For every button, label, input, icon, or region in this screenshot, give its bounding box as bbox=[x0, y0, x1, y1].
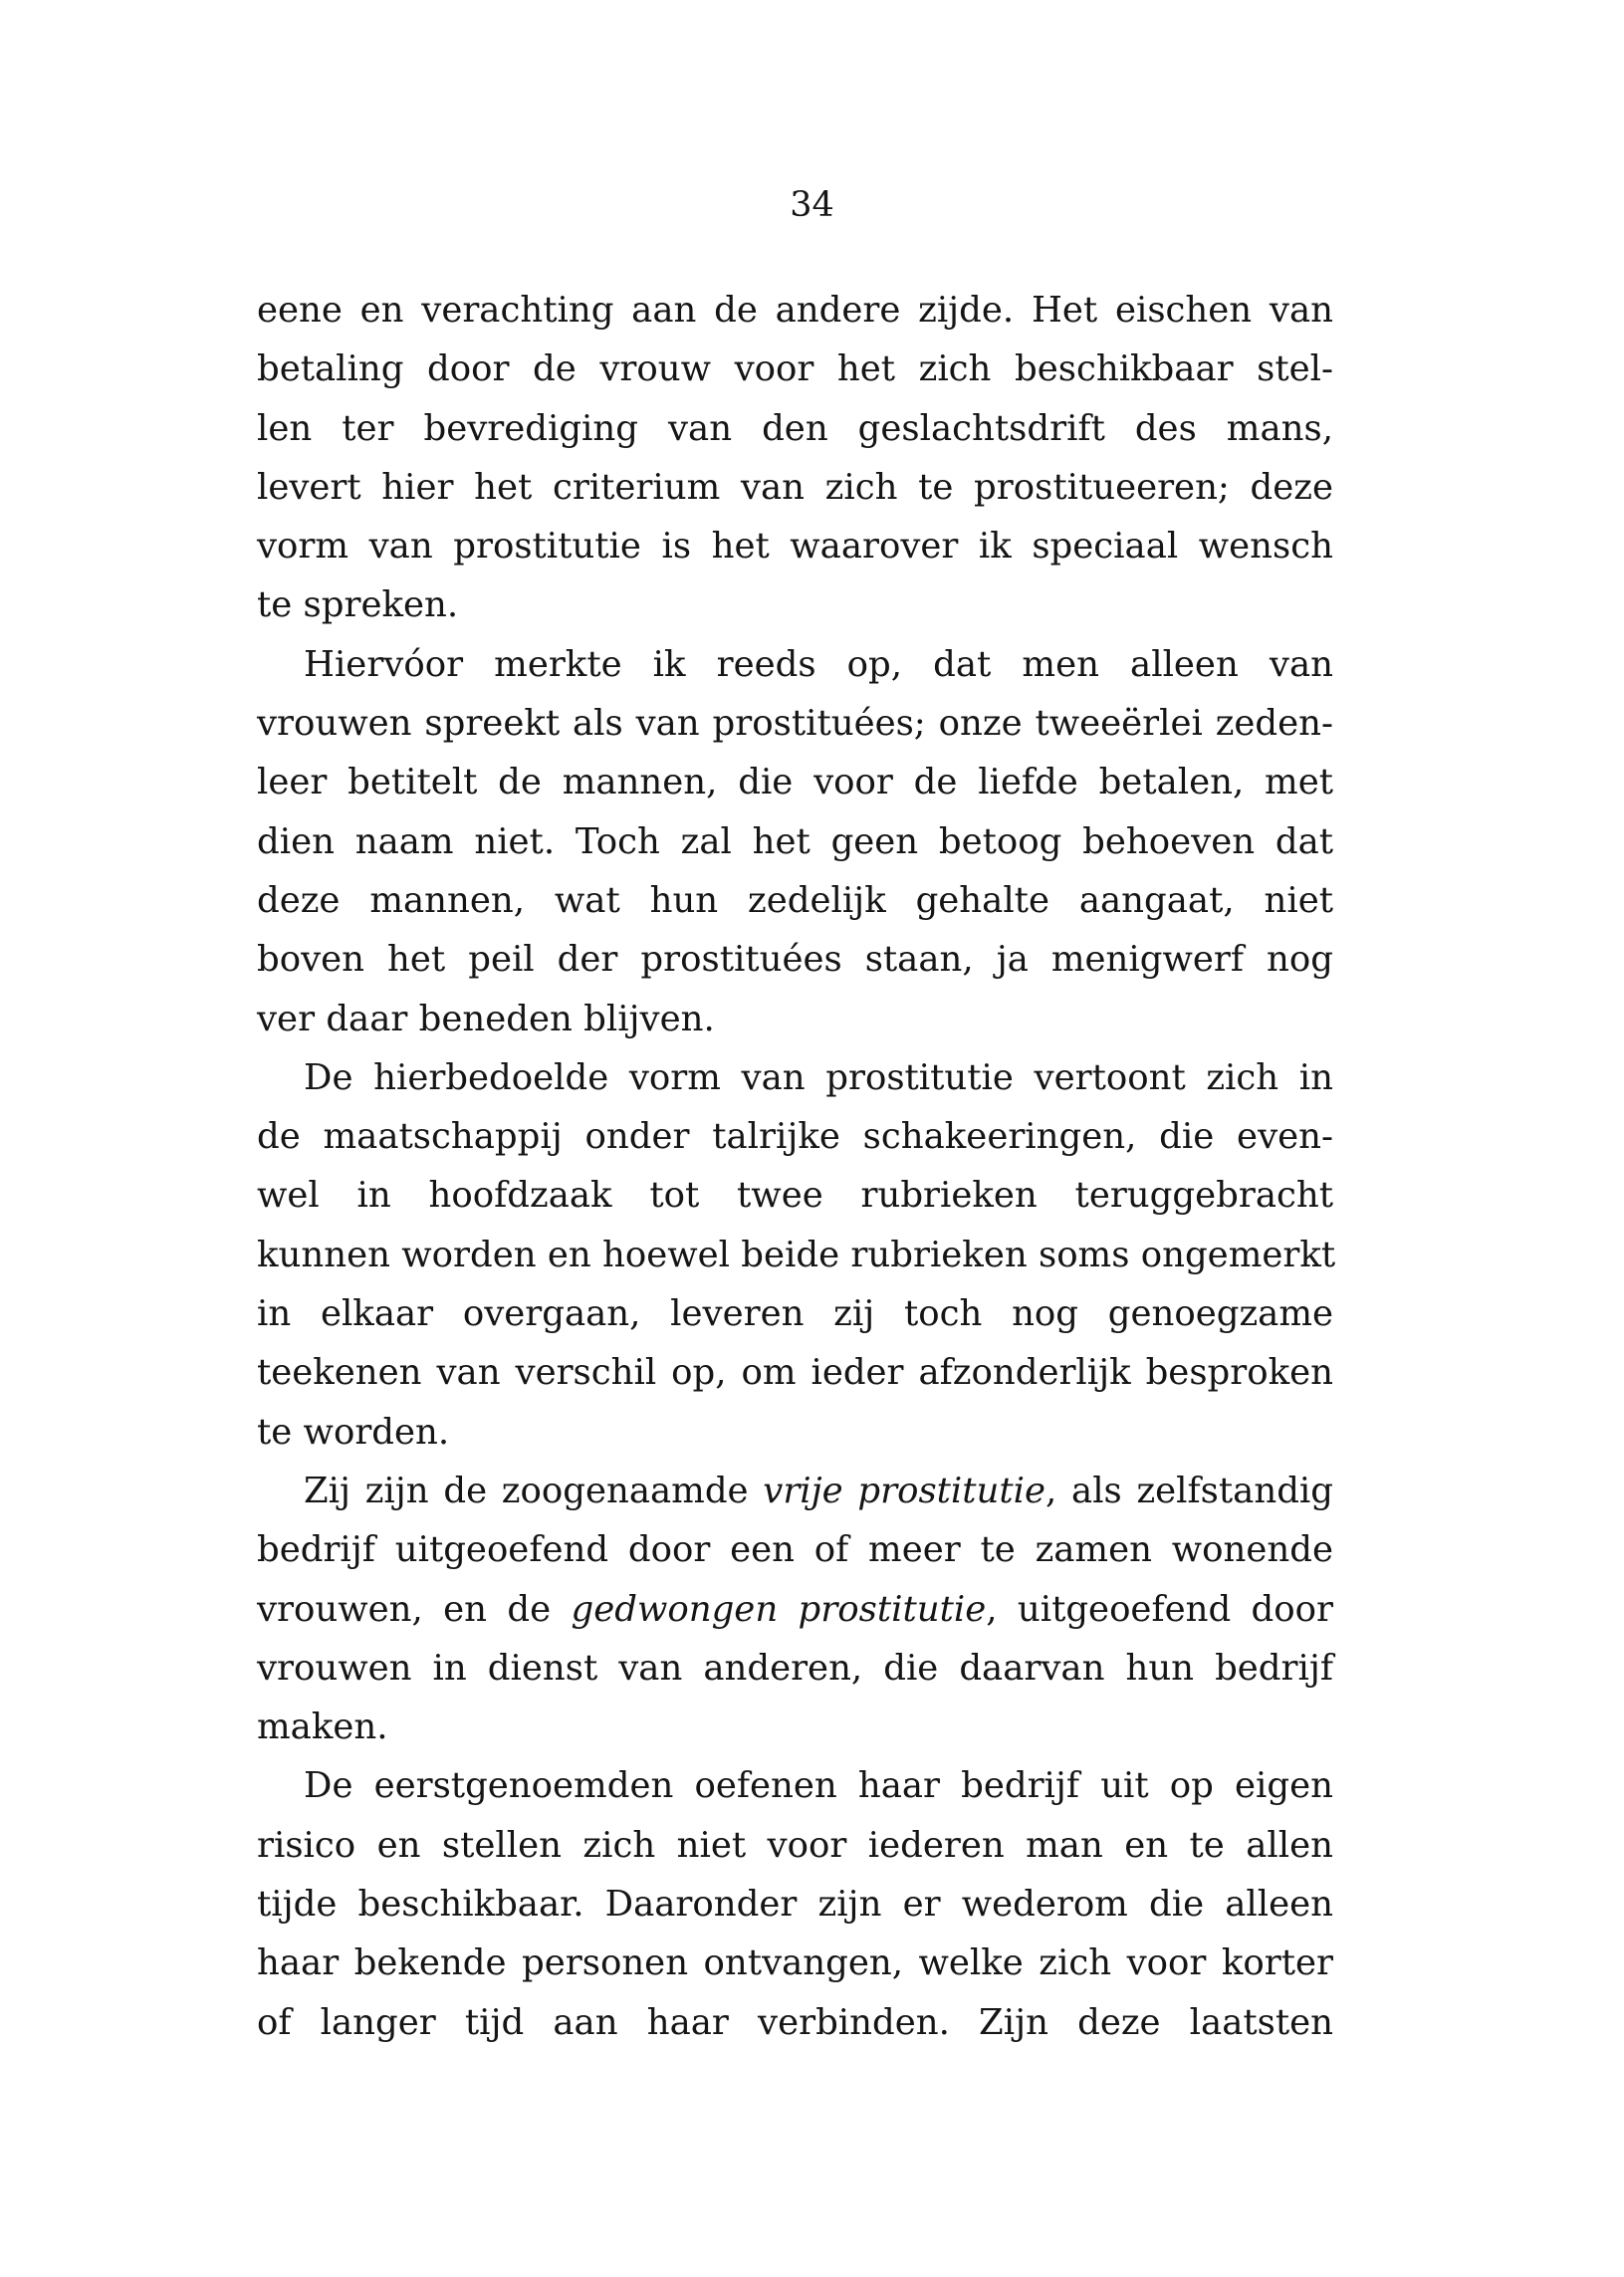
text-line: risico en stellen zich niet voor iederen man en te allen bbox=[257, 1824, 1333, 1866]
paragraph bbox=[257, 281, 1333, 635]
emphasized-term: gedwongen prostitutie bbox=[571, 1588, 987, 1630]
text-line: ver daar beneden blijven. bbox=[257, 998, 715, 1039]
text-line: wel in hoofdzaak tot twee rubrieken teruggebracht bbox=[257, 1175, 1333, 1217]
text-line: boven het peil der prostituées staan, ja menigwerf nog bbox=[257, 939, 1333, 981]
text-line: kunnen worden en hoewel beide rubrieken soms ongemerkt bbox=[257, 1234, 1336, 1275]
text-line bbox=[257, 1462, 1333, 1520]
text-line: leer betitelt de mannen, die voor de liefde betalen, met bbox=[257, 762, 1333, 803]
paragraph bbox=[257, 1462, 1333, 1756]
text-line: vrouwen spreekt als van prostituées; onze tweeërlei zeden- bbox=[257, 703, 1333, 745]
paragraph bbox=[257, 635, 1333, 1048]
text-line: te spreken. bbox=[257, 584, 459, 626]
page-number: 34 bbox=[790, 185, 834, 225]
body-text bbox=[257, 281, 1336, 2052]
emphasized-term: vrije prostitutie bbox=[763, 1470, 1046, 1511]
text-line: Hiervóor merkte ik reeds op, dat men alleen van bbox=[304, 643, 1333, 685]
paragraph bbox=[257, 1048, 1336, 1462]
text-line: deze mannen, wat hun zedelijk gehalte aangaat, niet bbox=[257, 879, 1333, 921]
text-fragment: , als zelfstandig bbox=[1045, 1470, 1333, 1511]
text-line: vorm van prostitutie is het waarover ik speciaal wensch bbox=[257, 526, 1333, 568]
text-line: eene en verachting aan de andere zijde. Het eischen van bbox=[257, 290, 1333, 331]
text-fragment: , uitgeoefend door bbox=[986, 1588, 1333, 1630]
text-line: haar bekende personen ontvangen, welke zich voor korter bbox=[257, 1942, 1333, 1984]
text-line: De eerstgenoemden oefenen haar bedrijf uit op eigen bbox=[304, 1765, 1333, 1807]
text-line: levert hier het criterium van zich te prostitueeren; deze bbox=[257, 466, 1333, 508]
text-line: tijde beschikbaar. Daaronder zijn er wederom die alleen bbox=[257, 1884, 1333, 1926]
text-line: len ter bevrediging van den geslachtsdrift des mans, bbox=[257, 407, 1333, 449]
text-line: bedrijf uitgeoefend door een of meer te zamen wonende bbox=[257, 1529, 1333, 1571]
text-line: vrouwen in dienst van anderen, die daarvan hun bedrijf bbox=[257, 1647, 1333, 1689]
text-fragment: vrouwen, en de bbox=[257, 1588, 572, 1630]
text-line: maken. bbox=[257, 1707, 388, 1748]
text-line: te worden. bbox=[257, 1411, 450, 1453]
text-line: De hierbedoelde vorm van prostitutie vertoont zich in bbox=[304, 1056, 1333, 1098]
text-line: dien naam niet. Toch zal het geen betoog behoeven dat bbox=[257, 820, 1333, 862]
text-line: of langer tijd aan haar verbinden. Zijn deze laatsten bbox=[257, 2001, 1333, 2043]
text-line: de maatschappij onder talrijke schakeeringen, die even- bbox=[257, 1116, 1333, 1158]
text-line bbox=[257, 1580, 1333, 1639]
text-fragment: Zij zijn de zoogenaamde bbox=[304, 1470, 764, 1511]
text-line: betaling door de vrouw voor het zich beschikbaar stel- bbox=[257, 348, 1333, 390]
text-line: in elkaar overgaan, leveren zij toch nog genoegzame bbox=[257, 1293, 1333, 1335]
text-line: teekenen van verschil op, om ieder afzonderlijk besproken bbox=[257, 1352, 1333, 1394]
paragraph bbox=[257, 1756, 1333, 2051]
